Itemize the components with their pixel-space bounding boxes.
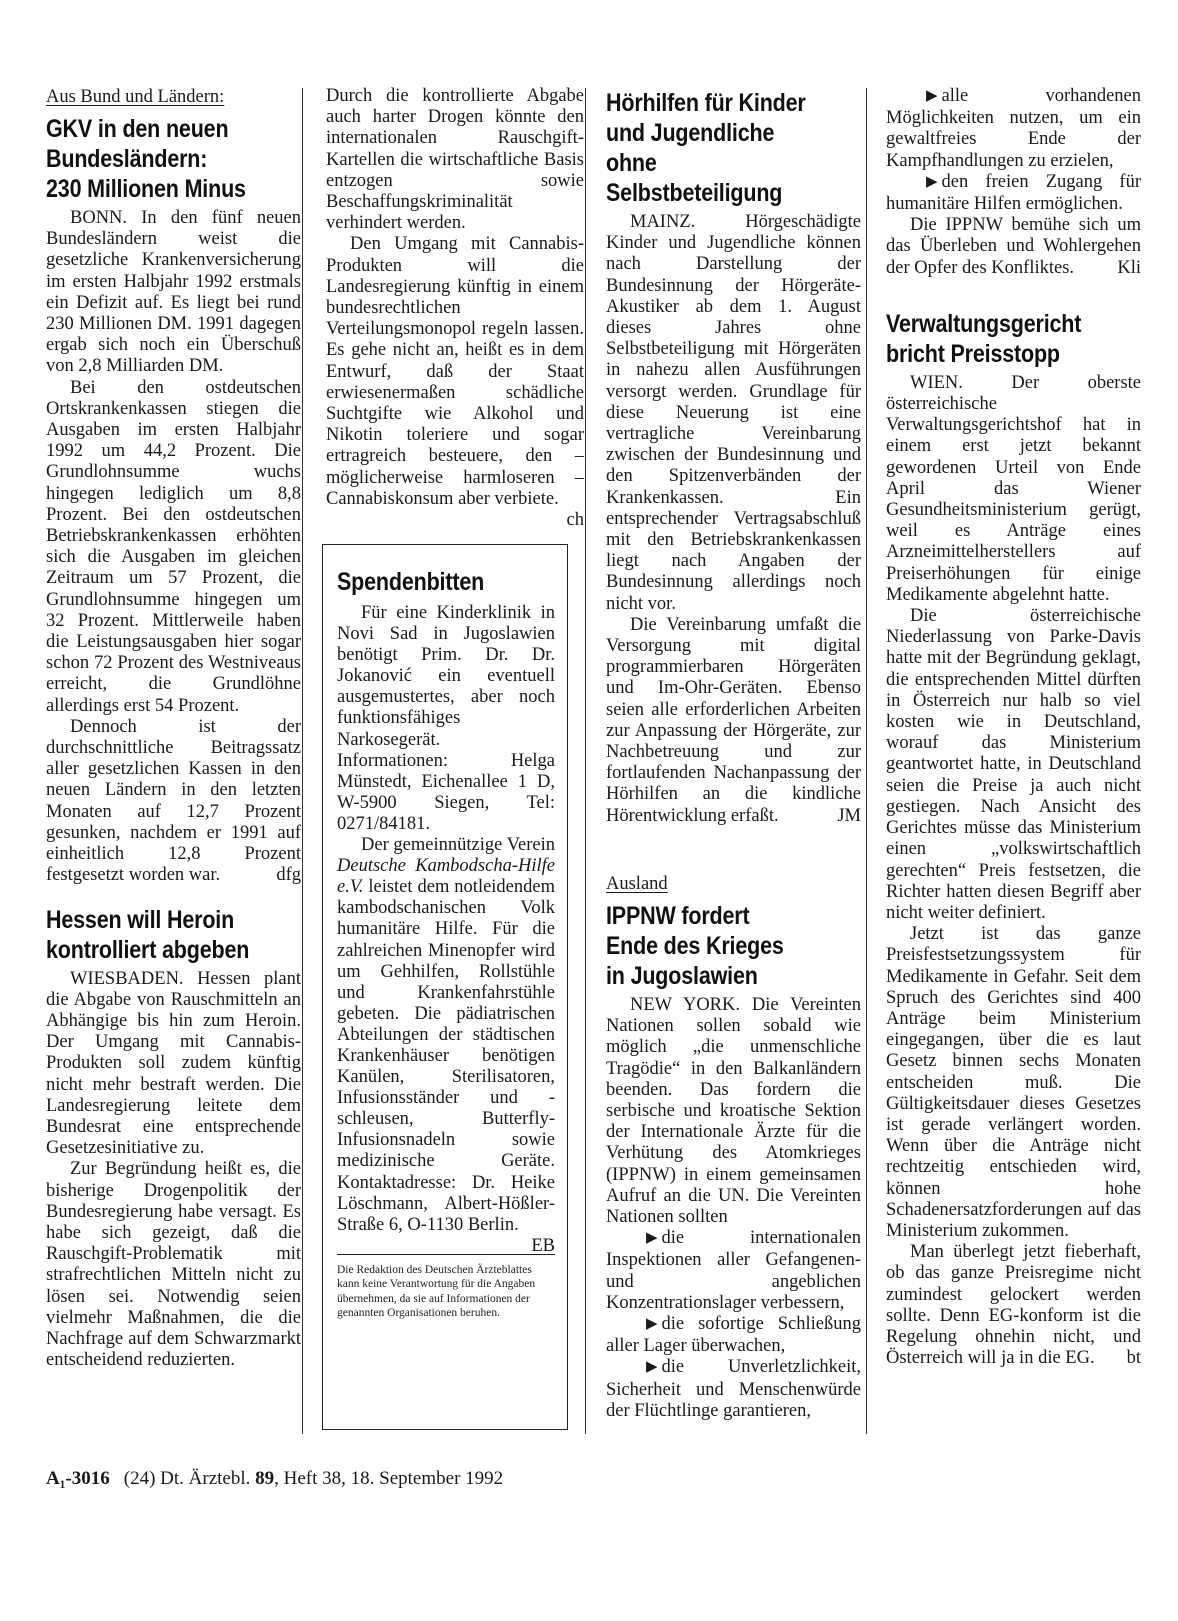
triangle-right-icon: ▶ <box>926 173 938 190</box>
column-rule <box>302 88 303 1434</box>
author-signature: bt <box>1126 1348 1141 1369</box>
organization-name: Deutsche Kambodscha-Hilfe e.V. <box>337 856 555 898</box>
bullet-text: die internationalen Inspektionen aller Gefangenen- und angeblichen Konzentrationslager verbessern, <box>606 1228 861 1313</box>
bullet-item <box>886 86 1141 172</box>
box-paragraph: Für eine Kinderklinik in Novi Sad in Jugoslawien benötigt Prim. Dr. Dr. Jokanović ein eventuell ausgemustertes, aber noch funktionsfähiges Narkosegerät. Informationen: Helga Münstedt, Eichenallee 1 D, W-5900 Siegen, Tel: 0271/84181. <box>337 603 555 834</box>
paragraph-text: Den Umgang mit Cannabis-Produkten will die Landesregierung künftig in einem bundesrechtlichen Verteilungsmonopol regeln lassen. Es gehe nicht an, heißt es in dem Entwurf, daß der Staat erwiesenermaßen schädliche Suchtgifte wie Alkohol und Nikotin toleriere und sogar ertragreich besteuere, den – möglicherweise harmloseren – Cannabiskonsum aber verbiete. <box>326 234 584 509</box>
bullet-item <box>606 1357 861 1422</box>
author-signature: ch <box>566 510 584 531</box>
paragraph-text: leistet dem notleidendem kambodschanischen Volk humanitäre Hilfe. Für die zahlreichen Minenopfer wird um Gehhilfen, Rollstühle und Krankenfahrstühle gebeten. Die pädiatrischen Abteilungen der städtischen Krankenhäuser benötigen Kanülen, Sterilisatoren, Infusionsständer und -schleusen, Butterfly-Infusionsnadeln sowie medizinische Geräte. Kontaktadresse: Dr. Heike Löschmann, Albert-Hößler-Straße 6, O-1130 Berlin. <box>337 877 555 1235</box>
article-headline: Hessen will Heroin kontrolliert abgeben <box>46 905 250 964</box>
box-headline: Spendenbitten <box>337 568 485 596</box>
article-headline: IPPNW fordert Ende des Krieges in Jugoslawien <box>606 901 784 990</box>
author-signature: JM <box>837 805 861 826</box>
author-signature: EB <box>531 1235 555 1256</box>
article-paragraph: BONN. In den fünf neuen Bundesländern weist die gesetzliche Krankenversicherung im ersten Halbjahr 1992 erstmals ein Defizit auf. Es liegt bei rund 230 Millionen DM. 1991 dagegen ergab sich noch ein Überschuß von 2,8 Milliarden DM. <box>46 208 301 377</box>
article-paragraph: Durch die kontrollierte Abgabe auch harter Drogen könnte den internationalen Rauschgift-Kartellen die wirtschaftliche Basis entzogen sowie Beschaffungskriminalität verhindert werden. <box>326 86 584 234</box>
article-paragraph: Jetzt ist das ganze Preisfestsetzungssystem für Medikamente in Gefahr. Seit dem Spruch des Gerichtes sind 400 Anträge beim Ministerium eingegangen, über die es laut Gesetz binnen sechs Monaten entscheiden muß. Die Gültigkeitsdauer dieses Gesetzes ist gerade verlängert worden. Wenn über die Anträge nicht rechtzeitig entschieden wird, können hohe Schadenersatzforderungen auf das Ministerium zukommen. <box>886 924 1141 1241</box>
column-rule <box>866 88 867 1434</box>
paragraph-text: Die Vereinbarung umfaßt die Versorgung mit digital programmierbaren Hörgeräten und Im-Ohr-Geräten. Ebenso seien alle erforderlichen Arbeiten zur Anpassung der Hörgeräte, zur Nachbetreuung und zur fortlaufenden Nachanpassung der Hörhilfen an die kindliche Hörentwicklung erfaßt. <box>606 614 861 826</box>
article-paragraph <box>326 234 584 531</box>
section-rubric: Aus Bund und Ländern: <box>46 87 225 107</box>
paragraph-text: Die IPPNW bemühe sich um das Überleben und Wohlergehen der Opfer des Konfliktes. <box>886 215 1141 278</box>
box-paragraph <box>337 835 555 1256</box>
triangle-right-icon: ▶ <box>646 1315 658 1332</box>
column-1 <box>46 86 301 1371</box>
article-headline: GKV in den neuen Bundesländern: 230 Millionen Minus <box>46 115 246 203</box>
column-4 <box>886 86 1141 1369</box>
bullet-text: die sofortige Schließung aller Lager überwachen, <box>606 1313 861 1357</box>
paragraph-text: Man überlegt jetzt fieberhaft, ob das ganze Preisregime nicht zumindest gelockert werden sollte. Denn EG-konform ist die Regelung ohnehin nicht, und Österreich will ja in die EG. <box>886 1242 1141 1369</box>
article-paragraph: WIEN. Der oberste österreichische Verwaltungsgerichtshof hat in einem erst jetzt bekannt gewordenen Urteil von Ende April das Wiener Gesundheitsministerium gerügt, weil es Anträge eines Arzneimittelherstellers auf Preiserhöhungen für einige Medikamente abgelehnt hatte. <box>886 372 1141 605</box>
bullet-text: den freien Zugang für humanitäre Hilfen ermöglichen. <box>886 171 1141 215</box>
author-signature: Kli <box>1117 257 1141 278</box>
notice-box <box>322 544 568 1430</box>
triangle-right-icon: ▶ <box>646 1359 658 1376</box>
column-3 <box>606 86 861 1422</box>
section-rubric: Ausland <box>606 873 668 894</box>
bullet-text: alle vorhandenen Möglichkeiten nutzen, um ein gewaltfreies Ende der Kampfhandlungen zu erzielen, <box>886 86 1141 171</box>
column-2 <box>326 86 584 531</box>
author-signature: dfg <box>276 865 301 886</box>
paragraph-text: Der gemeinnützige Verein <box>361 835 555 856</box>
editorial-disclaimer: Die Redaktion des Deutschen Ärzteblattes kann keine Verantwortung für die Angaben übernehmen, da sie auf Informationen der genannten Organisationen beruhen. <box>337 1254 555 1321</box>
triangle-right-icon: ▶ <box>926 88 938 104</box>
bullet-item <box>606 1314 861 1357</box>
article-paragraph: NEW YORK. Die Vereinten Nationen sollen sobald wie möglich „die unmenschliche Tragödie“ in den Balkanländern beenden. Das fordern die serbische und kroatische Sektion der Internationale Ärzte für die Verhütung des Atomkrieges (IPPNW) in einem gemeinsamen Aufruf an die UN. Die Vereinten Nationen sollten <box>606 994 861 1227</box>
bullet-item <box>886 172 1141 215</box>
article-headline: Verwaltungsgericht bricht Preisstopp <box>886 309 1082 368</box>
paragraph-text: Dennoch ist der durchschnittliche Beitragssatz aller gesetzlichen Kassen in den neuen Ländern in den letzten Monaten auf 12,7 Prozent gesunken, nachdem er 1991 auf einheitlich 12,8 Prozent festgesetzt worden war. <box>46 716 301 886</box>
issue-label: (24) Dt. Ärztebl. <box>123 1468 251 1489</box>
bullet-text: die Unverletzlichkeit, Sicherheit und Menschenwürde der Flüchtlinge garantieren, <box>606 1357 861 1421</box>
volume-number: 89 <box>255 1468 275 1489</box>
article-paragraph <box>886 215 1141 279</box>
triangle-right-icon: ▶ <box>646 1230 658 1247</box>
article-paragraph <box>46 717 301 887</box>
article-paragraph: Die österreichische Niederlassung von Parke-Davis hatte mit der Begründung geklagt, die entsprechenden Mittel dürften in Österreich nur halb so viel kosten wie in Deutschland, worauf das Ministerium geantwortet hatte, in Deutschland seien die Preise ja auch nicht gestiegen. Nach Ansicht des Gerichtes müsse das Ministerium einen „volkswirtschaftlich gerechten“ Preis festsetzen, die Richter hatten diesen Begriff aber nicht weiter definiert. <box>886 606 1141 923</box>
article-paragraph: Zur Begründung heißt es, die bisherige Drogenpolitik der Bundesregierung habe versagt. Es habe sich gezeigt, daß die Rauschgift-Problematik mit strafrechtlichen Mitteln nicht zu lösen sei. Notwendig seien vielmehr Maßnahmen, die die Nachfrage auf dem Schwarzmarkt entscheidend reduzierten. <box>46 1159 301 1371</box>
article-paragraph: MAINZ. Hörgeschädigte Kinder und Jugendliche können nach Darstellung der Bundesinnung der Hörgeräte-Akustiker ab dem 1. August dieses Jahres ohne Selbstbeteiligung mit Hörgeräten in nahezu allen Ausführungen versorgt werden. Grundlage für diese Neuerung ist eine vertragliche Vereinbarung zwischen der Bundesinnung und den Spitzenverbänden der Krankenkassen. Ein entsprechender Vertragsabschluß mit den Betriebskrankenkassen liegt nach Angaben der Bundesinnung allerdings noch nicht vor. <box>606 212 861 614</box>
page-number: A₁-3016 <box>46 1468 110 1489</box>
page-footer <box>46 1468 503 1490</box>
article-paragraph: Bei den ostdeutschen Ortskrankenkassen stiegen die Ausgaben im ersten Halbjahr 1992 um 44,2 Prozent. Die Grundlohnsumme wuchs hingegen lediglich um 8,8 Prozent. Bei den ostdeutschen Betriebskrankenkassen erhöhten sich die Ausgaben im gleichen Zeitraum um 57 Prozent, die Grundlohnsumme hingegen um 32 Prozent. Mittlerweile haben die Leistungsausgaben hier sogar schon 72 Prozent des Westniveaus erreicht, die Grundlöhne allerdings erst 54 Prozent. <box>46 377 301 716</box>
column-rule <box>585 88 586 1434</box>
article-paragraph: WIESBADEN. Hessen plant die Abgabe von Rauschmitteln an Abhängige bis hin zum Heroin. Der Umgang mit Cannabis-Produkten soll zudem künftig nicht mehr bestraft werden. Die Landesregierung leitete dem Bundesrat eine entsprechende Gesetzesinitiative zu. <box>46 968 301 1159</box>
article-paragraph <box>606 615 861 827</box>
article-paragraph <box>886 1242 1141 1369</box>
article-headline: Hörhilfen für Kinder und Jugendliche ohne Selbstbeteiligung <box>606 89 806 207</box>
issue-date: , Heft 38, 18. September 1992 <box>274 1468 504 1489</box>
bullet-item <box>606 1228 861 1314</box>
